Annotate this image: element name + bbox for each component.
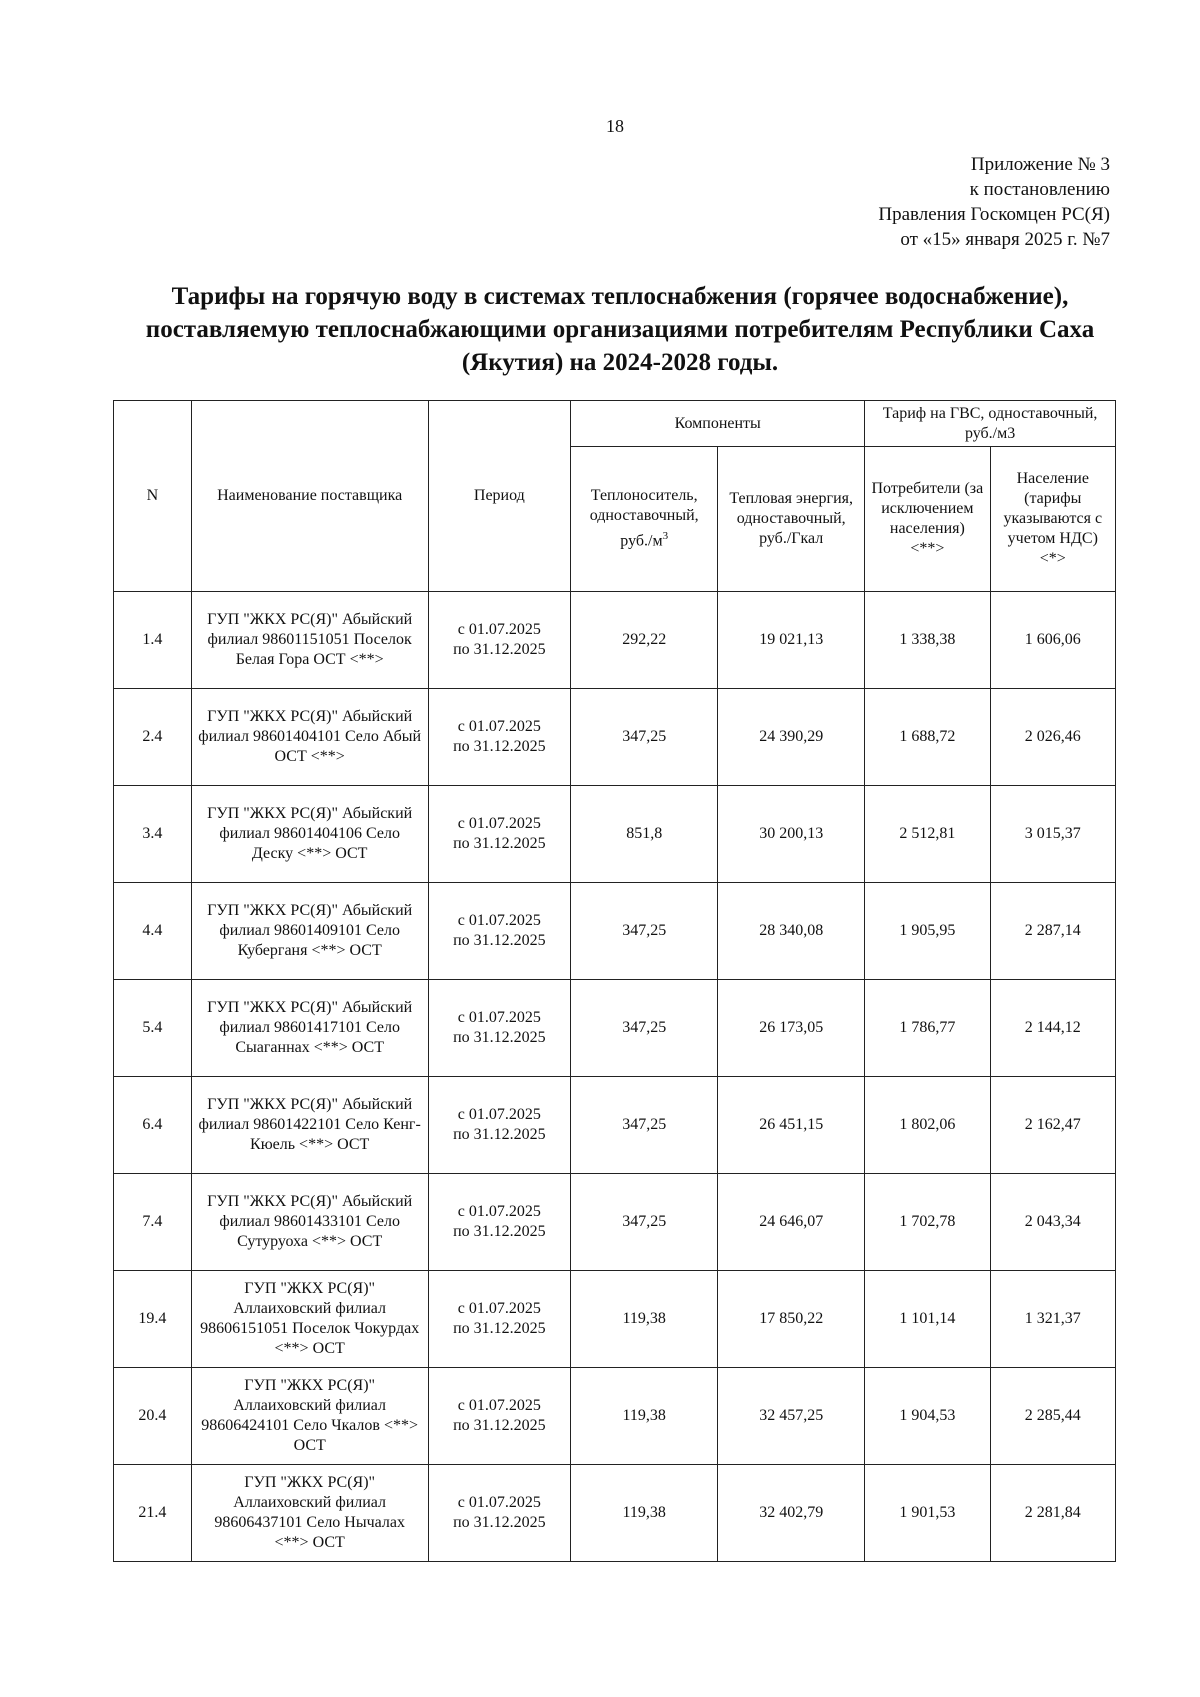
table-row <box>114 883 1116 980</box>
cell-coolant: 119,38 <box>571 1368 718 1465</box>
table-row <box>114 1271 1116 1368</box>
cell-supplier: ГУП "ЖКХ РС(Я)" Абыйский филиал 98601404101 Село Абый ОСТ <**> <box>191 689 428 786</box>
cell-period-to: по 31.12.2025 <box>453 1417 546 1434</box>
cell-heat: 28 340,08 <box>718 883 865 980</box>
cell-consumers: 2 512,81 <box>865 786 990 883</box>
cell-supplier: ГУП "ЖКХ РС(Я)" Абыйский филиал 98601422101 Село Кенг-Кюель <**> ОСТ <box>191 1077 428 1174</box>
cell-period-to: по 31.12.2025 <box>453 1514 546 1531</box>
cell-n: 5.4 <box>114 980 192 1077</box>
header-row-1 <box>114 401 1116 447</box>
header-coolant-label: Теплоноситель, одноставочный, руб./м <box>589 487 699 550</box>
cell-coolant: 347,25 <box>571 689 718 786</box>
cell-population: 2 026,46 <box>990 689 1115 786</box>
cell-period <box>428 1465 571 1562</box>
cell-population: 1 321,37 <box>990 1271 1115 1368</box>
cell-heat: 24 390,29 <box>718 689 865 786</box>
cell-n: 6.4 <box>114 1077 192 1174</box>
cell-period-from: с 01.07.2025 <box>457 1106 541 1123</box>
cell-supplier: ГУП "ЖКХ РС(Я)" Абыйский филиал 98601417101 Село Сыаганнах <**> ОСТ <box>191 980 428 1077</box>
table-row <box>114 1174 1116 1271</box>
cell-period <box>428 980 571 1077</box>
cell-period <box>428 1174 571 1271</box>
appendix-block <box>878 152 1110 252</box>
cell-heat: 26 451,15 <box>718 1077 865 1174</box>
cell-consumers: 1 338,38 <box>865 592 990 689</box>
cell-n: 20.4 <box>114 1368 192 1465</box>
cell-consumers: 1 904,53 <box>865 1368 990 1465</box>
cell-supplier: ГУП "ЖКХ РС(Я)" Абыйский филиал 98601404106 Село Деску <**> ОСТ <box>191 786 428 883</box>
cell-coolant: 119,38 <box>571 1271 718 1368</box>
appendix-line-3: Правления Госкомцен РС(Я) <box>878 204 1110 225</box>
cell-supplier: ГУП "ЖКХ РС(Я)" Аллаиховский филиал 98606437101 Село Нычалах <**> ОСТ <box>191 1465 428 1562</box>
table-row <box>114 592 1116 689</box>
cell-n: 4.4 <box>114 883 192 980</box>
header-population: Население (тарифы указываются с учетом НДС) <*> <box>990 447 1115 592</box>
cell-supplier: ГУП "ЖКХ РС(Я)" Аллаиховский филиал 98606424101 Село Чкалов <**> ОСТ <box>191 1368 428 1465</box>
cell-coolant: 119,38 <box>571 1465 718 1562</box>
cell-heat: 30 200,13 <box>718 786 865 883</box>
cell-period-to: по 31.12.2025 <box>453 641 546 658</box>
cell-heat: 32 457,25 <box>718 1368 865 1465</box>
cell-period-to: по 31.12.2025 <box>453 1223 546 1240</box>
header-coolant <box>571 447 718 592</box>
cell-population: 2 162,47 <box>990 1077 1115 1174</box>
cell-period-from: с 01.07.2025 <box>457 912 541 929</box>
table-row <box>114 689 1116 786</box>
cell-period-to: по 31.12.2025 <box>453 1126 546 1143</box>
cell-population: 3 015,37 <box>990 786 1115 883</box>
header-heat: Тепловая энергия, одноставочный, руб./Гкал <box>718 447 865 592</box>
cell-period-to: по 31.12.2025 <box>453 1029 546 1046</box>
table-row <box>114 1077 1116 1174</box>
cell-supplier: ГУП "ЖКХ РС(Я)" Аллаиховский филиал 98606151051 Поселок Чокурдах <**> ОСТ <box>191 1271 428 1368</box>
appendix-line-4: от «15» января 2025 г. №7 <box>900 229 1110 250</box>
cell-population: 2 144,12 <box>990 980 1115 1077</box>
table-row <box>114 1465 1116 1562</box>
document-title: Тарифы на горячую воду в системах теплоснабжения (горячее водоснабжение), поставляемую теплоснабжающими организациями потребителям Республики Саха (Якутия) на 2024-2028 годы. <box>145 283 1095 376</box>
cell-n: 21.4 <box>114 1465 192 1562</box>
cell-period-from: с 01.07.2025 <box>457 1203 541 1220</box>
cell-period-from: с 01.07.2025 <box>457 1397 541 1414</box>
cell-n: 7.4 <box>114 1174 192 1271</box>
appendix-line-1: Приложение № 3 <box>970 154 1110 175</box>
cell-period-from: с 01.07.2025 <box>457 815 541 832</box>
cell-period <box>428 689 571 786</box>
cell-heat: 32 402,79 <box>718 1465 865 1562</box>
cell-period <box>428 1368 571 1465</box>
header-period: Период <box>428 401 571 592</box>
tariffs-table <box>113 400 1116 1562</box>
cell-period-from: с 01.07.2025 <box>457 621 541 638</box>
header-components: Компоненты <box>571 401 865 447</box>
header-tariff: Тариф на ГВС, одноставочный, руб./м3 <box>865 401 1116 447</box>
page-number: 18 <box>606 116 624 136</box>
cell-n: 2.4 <box>114 689 192 786</box>
cell-consumers: 1 901,53 <box>865 1465 990 1562</box>
cell-n: 1.4 <box>114 592 192 689</box>
cell-supplier: ГУП "ЖКХ РС(Я)" Абыйский филиал 98601433101 Село Сутуруоха <**> ОСТ <box>191 1174 428 1271</box>
cell-period-from: с 01.07.2025 <box>457 1300 541 1317</box>
cell-consumers: 1 688,72 <box>865 689 990 786</box>
cell-period-from: с 01.07.2025 <box>457 718 541 735</box>
cell-n: 19.4 <box>114 1271 192 1368</box>
cell-period-to: по 31.12.2025 <box>453 835 546 852</box>
cell-period-to: по 31.12.2025 <box>453 738 546 755</box>
cell-consumers: 1 905,95 <box>865 883 990 980</box>
cell-period <box>428 786 571 883</box>
cell-heat: 26 173,05 <box>718 980 865 1077</box>
header-consumers: Потребители (за исключением населения) <**> <box>865 447 990 592</box>
cell-period <box>428 1271 571 1368</box>
cell-coolant: 347,25 <box>571 1077 718 1174</box>
cell-consumers: 1 802,06 <box>865 1077 990 1174</box>
table-row <box>114 1368 1116 1465</box>
cell-heat: 19 021,13 <box>718 592 865 689</box>
cell-consumers: 1 702,78 <box>865 1174 990 1271</box>
cell-supplier: ГУП "ЖКХ РС(Я)" Абыйский филиал 98601409101 Село Куберганя <**> ОСТ <box>191 883 428 980</box>
cell-population: 2 043,34 <box>990 1174 1115 1271</box>
cell-period-from: с 01.07.2025 <box>457 1009 541 1026</box>
cell-population: 2 281,84 <box>990 1465 1115 1562</box>
cell-period <box>428 883 571 980</box>
table-row <box>114 786 1116 883</box>
cell-period <box>428 1077 571 1174</box>
cell-period-to: по 31.12.2025 <box>453 1320 546 1337</box>
cell-heat: 24 646,07 <box>718 1174 865 1271</box>
cell-period-to: по 31.12.2025 <box>453 932 546 949</box>
cell-coolant: 347,25 <box>571 883 718 980</box>
cell-heat: 17 850,22 <box>718 1271 865 1368</box>
cell-population: 1 606,06 <box>990 592 1115 689</box>
cell-coolant: 347,25 <box>571 980 718 1077</box>
cell-population: 2 285,44 <box>990 1368 1115 1465</box>
cell-consumers: 1 101,14 <box>865 1271 990 1368</box>
header-supplier: Наименование поставщика <box>191 401 428 592</box>
table-row <box>114 980 1116 1077</box>
appendix-line-2: к постановлению <box>969 179 1110 200</box>
cell-period-from: с 01.07.2025 <box>457 1494 541 1511</box>
cell-period <box>428 592 571 689</box>
table-body <box>114 592 1116 1562</box>
cell-n: 3.4 <box>114 786 192 883</box>
header-n: N <box>114 401 192 592</box>
cell-coolant: 851,8 <box>571 786 718 883</box>
cell-coolant: 292,22 <box>571 592 718 689</box>
header-coolant-sup: 3 <box>662 530 669 543</box>
cell-consumers: 1 786,77 <box>865 980 990 1077</box>
cell-population: 2 287,14 <box>990 883 1115 980</box>
cell-coolant: 347,25 <box>571 1174 718 1271</box>
cell-supplier: ГУП "ЖКХ РС(Я)" Абыйский филиал 98601151051 Поселок Белая Гора ОСТ <**> <box>191 592 428 689</box>
